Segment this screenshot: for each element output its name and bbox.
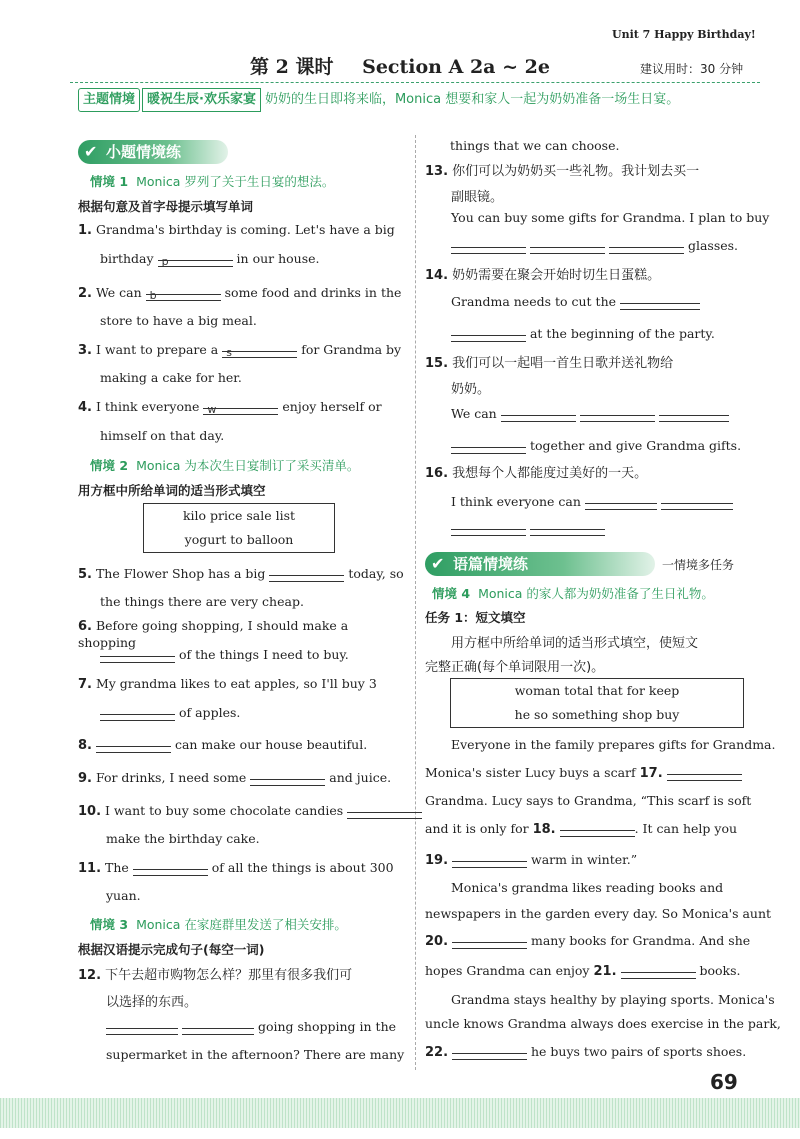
question-6-line2: of the things I need to buy.	[100, 647, 349, 663]
question-7-line2: of apples.	[100, 705, 240, 721]
answer-blank[interactable]	[530, 529, 605, 536]
question-5-line2: the things there are very cheap.	[100, 594, 304, 609]
answer-blank[interactable]: p	[158, 260, 233, 267]
scene-4: 情境 4 Monica 的家人都为奶奶准备了生日礼物。	[432, 586, 714, 601]
theme-subtag: 暖祝生辰·欢乐家宴	[142, 88, 261, 112]
question-7: 7. My grandma likes to eat apples, so I'll buy 3	[78, 676, 377, 692]
task-1-instruction: 用方框中所给单词的适当形式填空，使短文	[451, 636, 699, 651]
question-2-line2: store to have a big meal.	[100, 313, 257, 328]
task-1-instruction-2: 完整正确(每个单词限用一次)。	[425, 660, 605, 675]
instruction-2: 用方框中所给单词的适当形式填空	[78, 483, 266, 498]
passage-line-5: 19. warm in winter.”	[425, 852, 638, 868]
answer-blank[interactable]	[451, 247, 526, 254]
question-16: 16. 我想每个人都能度过美好的一天。	[425, 466, 648, 481]
answer-blank-17[interactable]	[667, 774, 742, 781]
question-8: 8. can make our house beautiful.	[78, 737, 368, 753]
question-13: 13. 你们可以为奶奶买一些礼物。我计划去买一	[425, 164, 700, 179]
answer-blank[interactable]	[250, 779, 325, 786]
question-13-cn2: 副眼镜。	[451, 190, 504, 205]
passage-line-9: hopes Grandma can enjoy 21. books.	[425, 963, 741, 979]
question-12-line4: things that we can choose.	[450, 138, 620, 153]
answer-blank[interactable]	[659, 415, 729, 422]
scene-1: 情境 1 Monica 罗列了关于生日宴的想法。	[90, 174, 335, 189]
question-14-line2: Grandma needs to cut the	[451, 294, 700, 310]
answer-blank[interactable]	[501, 415, 576, 422]
question-2: 2. We can b some food and drinks in the	[78, 285, 402, 302]
answer-blank-19[interactable]	[452, 861, 527, 868]
part1-banner: ✔ 小题情境练	[78, 140, 228, 164]
scene-2: 情境 2 Monica 为本次生日宴制订了采买清单。	[90, 458, 360, 473]
answer-blank[interactable]	[585, 503, 657, 510]
question-15: 15. 我们可以一起唱一首生日歌并送礼物给	[425, 356, 674, 371]
question-13-line3: glasses.	[451, 238, 738, 254]
question-1: 1. Grandma's birthday is coming. Let's have a big	[78, 222, 395, 238]
answer-blank[interactable]	[661, 503, 733, 510]
answer-blank[interactable]	[609, 247, 684, 254]
question-12-line2: going shopping in the	[106, 1019, 396, 1035]
question-16-line3	[451, 520, 605, 536]
word-box-2: woman total that for keep he so something shop buy	[450, 678, 744, 728]
answer-blank[interactable]	[451, 529, 526, 536]
answer-blank[interactable]	[100, 714, 175, 721]
answer-blank[interactable]: s	[222, 351, 297, 358]
answer-blank[interactable]	[106, 1028, 178, 1035]
passage-line-2: Monica's sister Lucy buys a scarf 17.	[425, 765, 742, 782]
answer-blank[interactable]	[182, 1028, 254, 1035]
theme-text: 奶奶的生日即将来临，Monica 想要和家人一起为奶奶准备一场生日宴。	[264, 92, 680, 107]
answer-blank[interactable]	[100, 656, 175, 663]
answer-blank[interactable]: b	[146, 294, 221, 301]
answer-blank[interactable]: w	[203, 408, 278, 415]
question-9: 9. For drinks, I need some and juice.	[78, 770, 392, 786]
passage-line-6: Monica's grandma likes reading books and	[451, 880, 724, 895]
page-number: 69	[710, 1070, 738, 1094]
answer-blank[interactable]	[451, 447, 526, 454]
theme-tag: 主题情境	[78, 88, 140, 112]
check-icon: ✔	[431, 554, 445, 573]
question-10-line2: make the birthday cake.	[106, 831, 260, 846]
passage-line-1: Everyone in the family prepares gifts for Grandma.	[451, 737, 776, 752]
answer-blank[interactable]	[580, 415, 655, 422]
passage-line-4: and it is only for 18. . It can help you	[425, 821, 738, 837]
suggested-time: 建议用时：30 分钟	[640, 62, 744, 76]
question-16-line2: I think everyone can	[451, 494, 733, 510]
scene-3: 情境 3 Monica 在家庭群里发送了相关安排。	[90, 917, 347, 932]
section-title: Section A 2a ~ 2e	[362, 56, 550, 78]
answer-blank-21[interactable]	[621, 972, 696, 979]
passage-line-10: Grandma stays healthy by playing sports. Monica's	[451, 992, 775, 1007]
answer-blank[interactable]	[96, 746, 171, 753]
question-6: 6. Before going shopping, I should make a shopping	[78, 618, 349, 650]
answer-blank[interactable]	[347, 812, 422, 819]
answer-blank[interactable]	[133, 869, 208, 876]
answer-blank-18[interactable]	[560, 830, 635, 837]
question-14-line3: at the beginning of the party.	[451, 326, 715, 342]
question-12: 12. 下午去超市购物怎么样？那里有很多我们可	[78, 968, 353, 983]
question-5: 5. The Flower Shop has a big today, so	[78, 566, 404, 582]
question-11-line2: yuan.	[106, 888, 141, 903]
passage-line-8: 20. many books for Grandma. And she	[425, 933, 751, 949]
question-1-line2: birthday p in our house.	[100, 251, 320, 268]
word-box-1: kilo price sale list yogurt to balloon	[143, 503, 335, 553]
part2-banner: ✔ 语篇情境练	[425, 552, 655, 576]
header-divider	[70, 82, 760, 83]
question-3: 3. I want to prepare a s for Grandma by	[78, 342, 402, 359]
footer-stripe	[0, 1098, 800, 1128]
part2-subtitle: 一情境多任务	[662, 558, 735, 572]
instruction-3: 根据汉语提示完成句子(每空一词)	[78, 942, 265, 957]
question-11: 11. The of all the things is about 300	[78, 860, 394, 876]
question-13-line2: You can buy some gifts for Grandma. I plan to buy	[451, 210, 770, 225]
passage-line-3: Grandma. Lucy says to Grandma, “This scarf is soft	[425, 793, 752, 808]
instruction-1: 根据句意及首字母提示填写单词	[78, 199, 254, 214]
answer-blank[interactable]	[530, 247, 605, 254]
question-4-line2: himself on that day.	[100, 428, 225, 443]
question-12-cn2: 以选择的东西。	[106, 995, 198, 1010]
question-15-line3: together and give Grandma gifts.	[451, 438, 741, 454]
passage-line-12: 22. he buys two pairs of sports shoes.	[425, 1044, 747, 1060]
answer-blank[interactable]	[620, 303, 700, 310]
question-12-line3: supermarket in the afternoon? There are many	[106, 1047, 405, 1062]
question-10: 10. I want to buy some chocolate candies	[78, 803, 422, 820]
theme-intro	[78, 88, 758, 112]
passage-line-7: newspapers in the garden every day. So Monica's aunt	[425, 906, 772, 921]
unit-header: Unit 7 Happy Birthday!	[612, 28, 756, 41]
answer-blank[interactable]	[269, 575, 344, 582]
lesson-number: 第 2 课时	[250, 56, 334, 78]
question-15-cn2: 奶奶。	[451, 382, 491, 397]
answer-blank[interactable]	[451, 335, 526, 342]
question-15-line2: We can	[451, 406, 729, 422]
question-3-line2: making a cake for her.	[100, 370, 242, 385]
task-1-title: 任务 1：短文填空	[425, 610, 526, 625]
check-icon: ✔	[84, 142, 98, 161]
passage-line-11: uncle knows Grandma always does exercise in the park,	[425, 1016, 781, 1031]
answer-blank-20[interactable]	[452, 942, 527, 949]
answer-blank-22[interactable]	[452, 1053, 527, 1060]
column-divider	[415, 135, 416, 1070]
question-14: 14. 奶奶需要在聚会开始时切生日蛋糕。	[425, 268, 661, 283]
question-4: 4. I think everyone w enjoy herself or	[78, 399, 382, 416]
